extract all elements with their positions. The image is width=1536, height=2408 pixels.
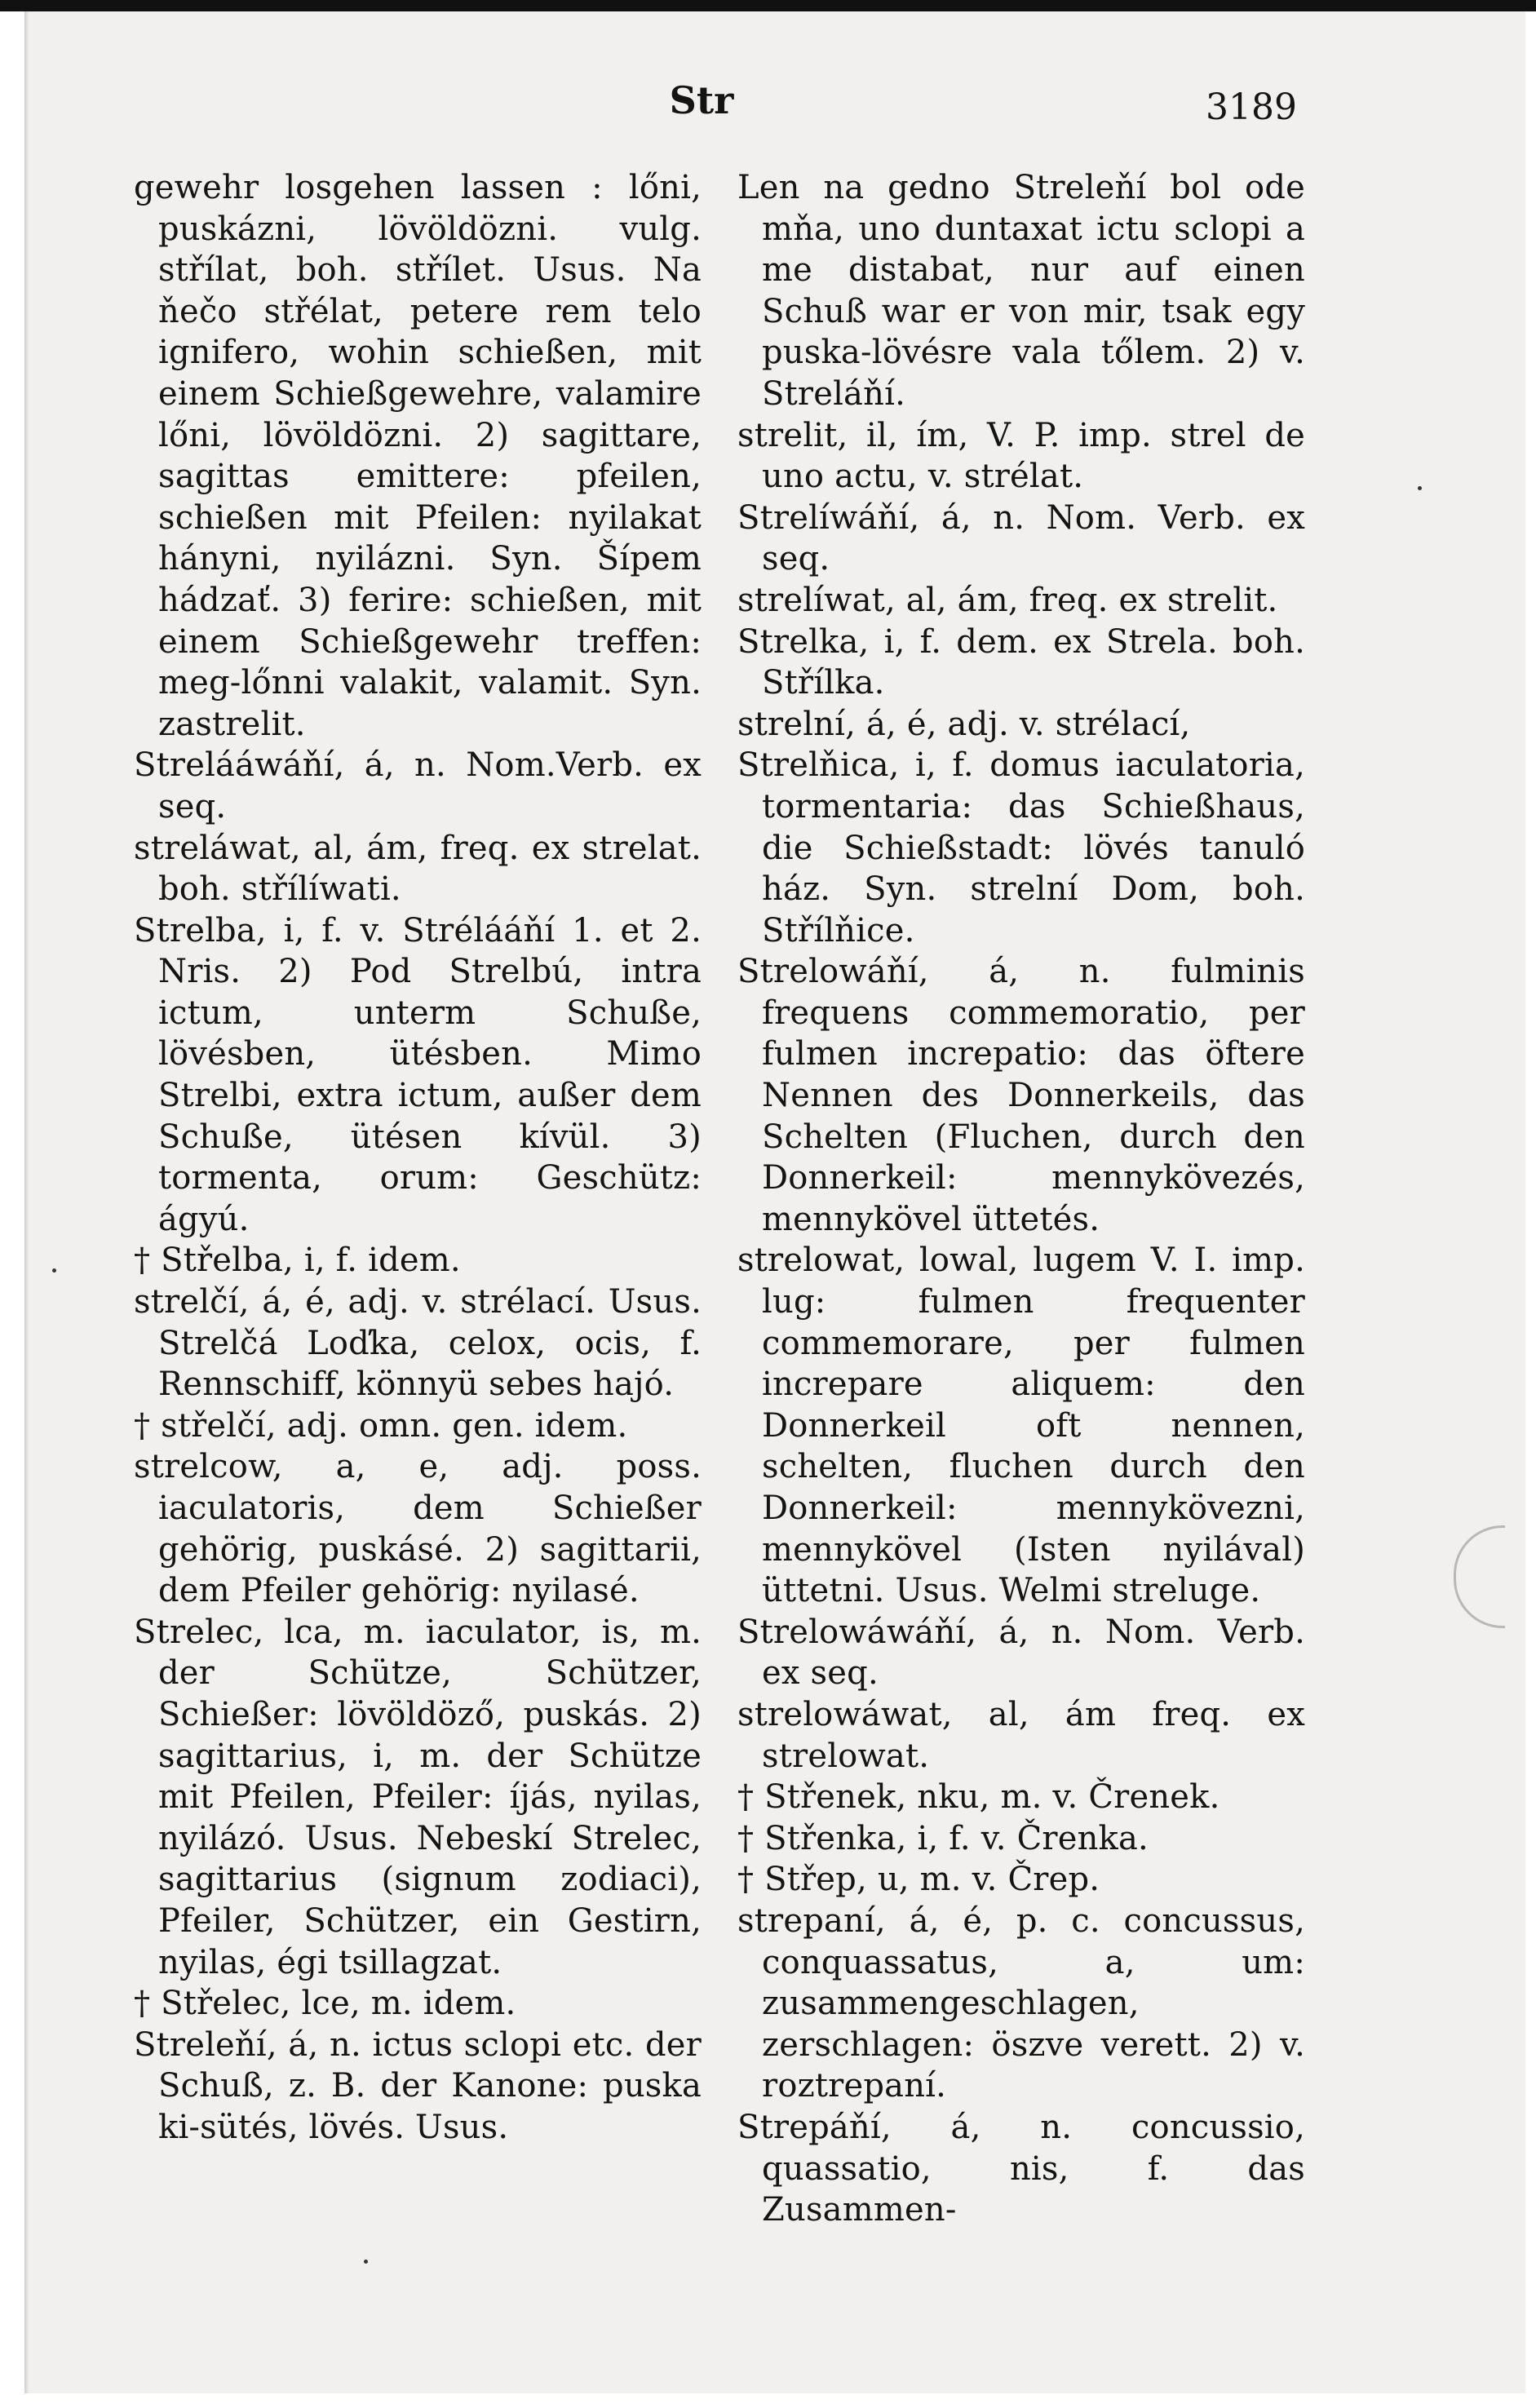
dictionary-entry: Strelba, i, f. v. Strélááňí 1. et 2. Nris. 2) Pod Strelbú, intra ictum, unterm Schuße, lövésben, ütésben. Mimo Strelbi, extra ictum, außer dem Schuße, ütésen kívül. 3) tormenta, orum: Geschütz: ágyú. — [134, 911, 702, 1238]
dictionary-entry: † Střelba, i, f. idem. — [134, 1242, 461, 1280]
scan-speck — [52, 1268, 56, 1273]
dictionary-entry: Streleňí, á, n. ictus sclopi etc. der Schuß, z. B. der Kanone: puska ki-sütés, lövés. Usus. — [134, 2025, 702, 2146]
page-edge-shadow — [24, 11, 29, 2393]
dictionary-entry: † Střep, u, m. v. Črep. — [737, 1861, 1100, 1899]
dictionary-entry: Strelowáňí, á, n. fulminis frequens commemoratio, per fulmen increpatio: das öftere Nennen des Donnerkeils, das Schelten (Fluchen, durch den Donnerkeil: mennykövezés, mennykövel üttetés. — [737, 953, 1305, 1238]
dictionary-entry: streláwat, al, ám, freq. ex strelat. boh. střílíwati. — [134, 829, 702, 909]
dictionary-entry: strelčí, á, é, adj. v. strélací. Usus. Strelčá Loďka, celox, ocis, f. Rennschiff, könnyü sebes hajó. — [134, 1283, 702, 1404]
scan-speck — [1418, 486, 1422, 490]
dictionary-entry: strepaní, á, é, p. c. concussus, conquassatus, a, um: zusammengeschlagen, zerschlagen: öszve verett. 2) v. roztrepaní. — [737, 1901, 1305, 2105]
dictionary-entry: † Střenek, nku, m. v. Črenek. — [737, 1778, 1220, 1817]
dictionary-entry: Len na gedno Streleňí bol ode mňa, uno duntaxat ictu sclopi a me distabat, nur auf einen Schuß war er von mir, tsak egy puska-lövésre vala tőlem. 2) v. Streláňí. — [737, 169, 1305, 413]
dictionary-entry: strelní, á, é, adj. v. strélací, — [737, 705, 1191, 743]
dictionary-entry: Strelowáwáňí, á, n. Nom. Verb. ex seq. — [737, 1613, 1305, 1693]
dictionary-entry: strelíwat, al, ám, freq. ex strelit. — [737, 581, 1278, 619]
right-column — [718, 167, 1305, 2231]
page-number: 3189 — [1206, 86, 1297, 128]
dictionary-entry: Strepáňí, á, n. concussio, quassatio, nis, f. das Zusammen- — [737, 2108, 1305, 2229]
left-column — [114, 167, 702, 2149]
dictionary-entry: Strelec, lca, m. iaculator, is, m. der Schütze, Schützer, Schießer: lövöldöző, puskás. 2) sagittarius, i, m. der Schütze mit Pfeilen, Pfeiler: íjás, nyilas, nyilázó. Usus. Nebeskí Strelec, sagittarius (signum zodiaci), Pfeiler, Schützer, ein Gestirn, nyilas, égi tsillagzat. — [134, 1613, 702, 1981]
dictionary-entry: Strelááwáňí, á, n. Nom.Verb. ex seq. — [134, 746, 702, 826]
dictionary-entry: † Střelec, lce, m. idem. — [134, 1985, 516, 2023]
dictionary-entry: Strelňica, i, f. domus iaculatoria, tormentaria: das Schießhaus, die Schießstadt: lövés tanuló ház. Syn. strelní Dom, boh. Střílňice. — [737, 746, 1305, 949]
scan-speck — [364, 2260, 368, 2264]
dictionary-entry: † střelčí, adj. omn. gen. idem. — [134, 1406, 628, 1445]
dictionary-entry: strelcow, a, e, adj. poss. iaculatoris, dem Schießer gehörig, puskásé. 2) sagittarii, dem Pfeiler gehörig: nyilasé. — [134, 1448, 702, 1610]
dictionary-entry: Strelka, i, f. dem. ex Strela. boh. Střílka. — [737, 622, 1305, 702]
dictionary-entry: Strelíwáňí, á, n. Nom. Verb. ex seq. — [737, 498, 1305, 578]
dictionary-entry: † Střenka, i, f. v. Črenka. — [737, 1819, 1149, 1857]
scan-top-border — [0, 0, 1536, 11]
dictionary-entry: gewehr losgehen lassen : lőni, puskázni, lövöldözni. vulg. střílat, boh. střílet. Usus. Na ňečo střélat, petere rem telo ignifero, wohin schießen, mit einem Schießgewehre, valamire lőni, lövöldözni. 2) sagittare, sagittas emittere: pfeilen, schießen mit Pfeilen: nyilakat hányni, nyilázni. Syn. Šípem hádzať. 3) ferire: schießen, mit einem Schießgewehr treffen: meg-lőnni valakit, valamit. Syn. zastrelit. — [134, 169, 702, 743]
dictionary-entry: strelowat, lowal, lugem V. I. imp. lug: fulmen frequenter commemorare, per fulmen increpare aliquem: den Donnerkeil oft nennen, schelten, fluchen durch den Donnerkeil: mennykövezni, mennykövel (Isten nyilával) üttetni. Usus. Welmi streluge. — [737, 1242, 1305, 1610]
running-head: Str — [669, 78, 734, 122]
dictionary-entry: strelit, il, ím, V. P. imp. strel de uno actu, v. strélat. — [737, 416, 1305, 496]
dictionary-entry: strelowáwat, al, ám freq. ex strelowat. — [737, 1695, 1305, 1775]
